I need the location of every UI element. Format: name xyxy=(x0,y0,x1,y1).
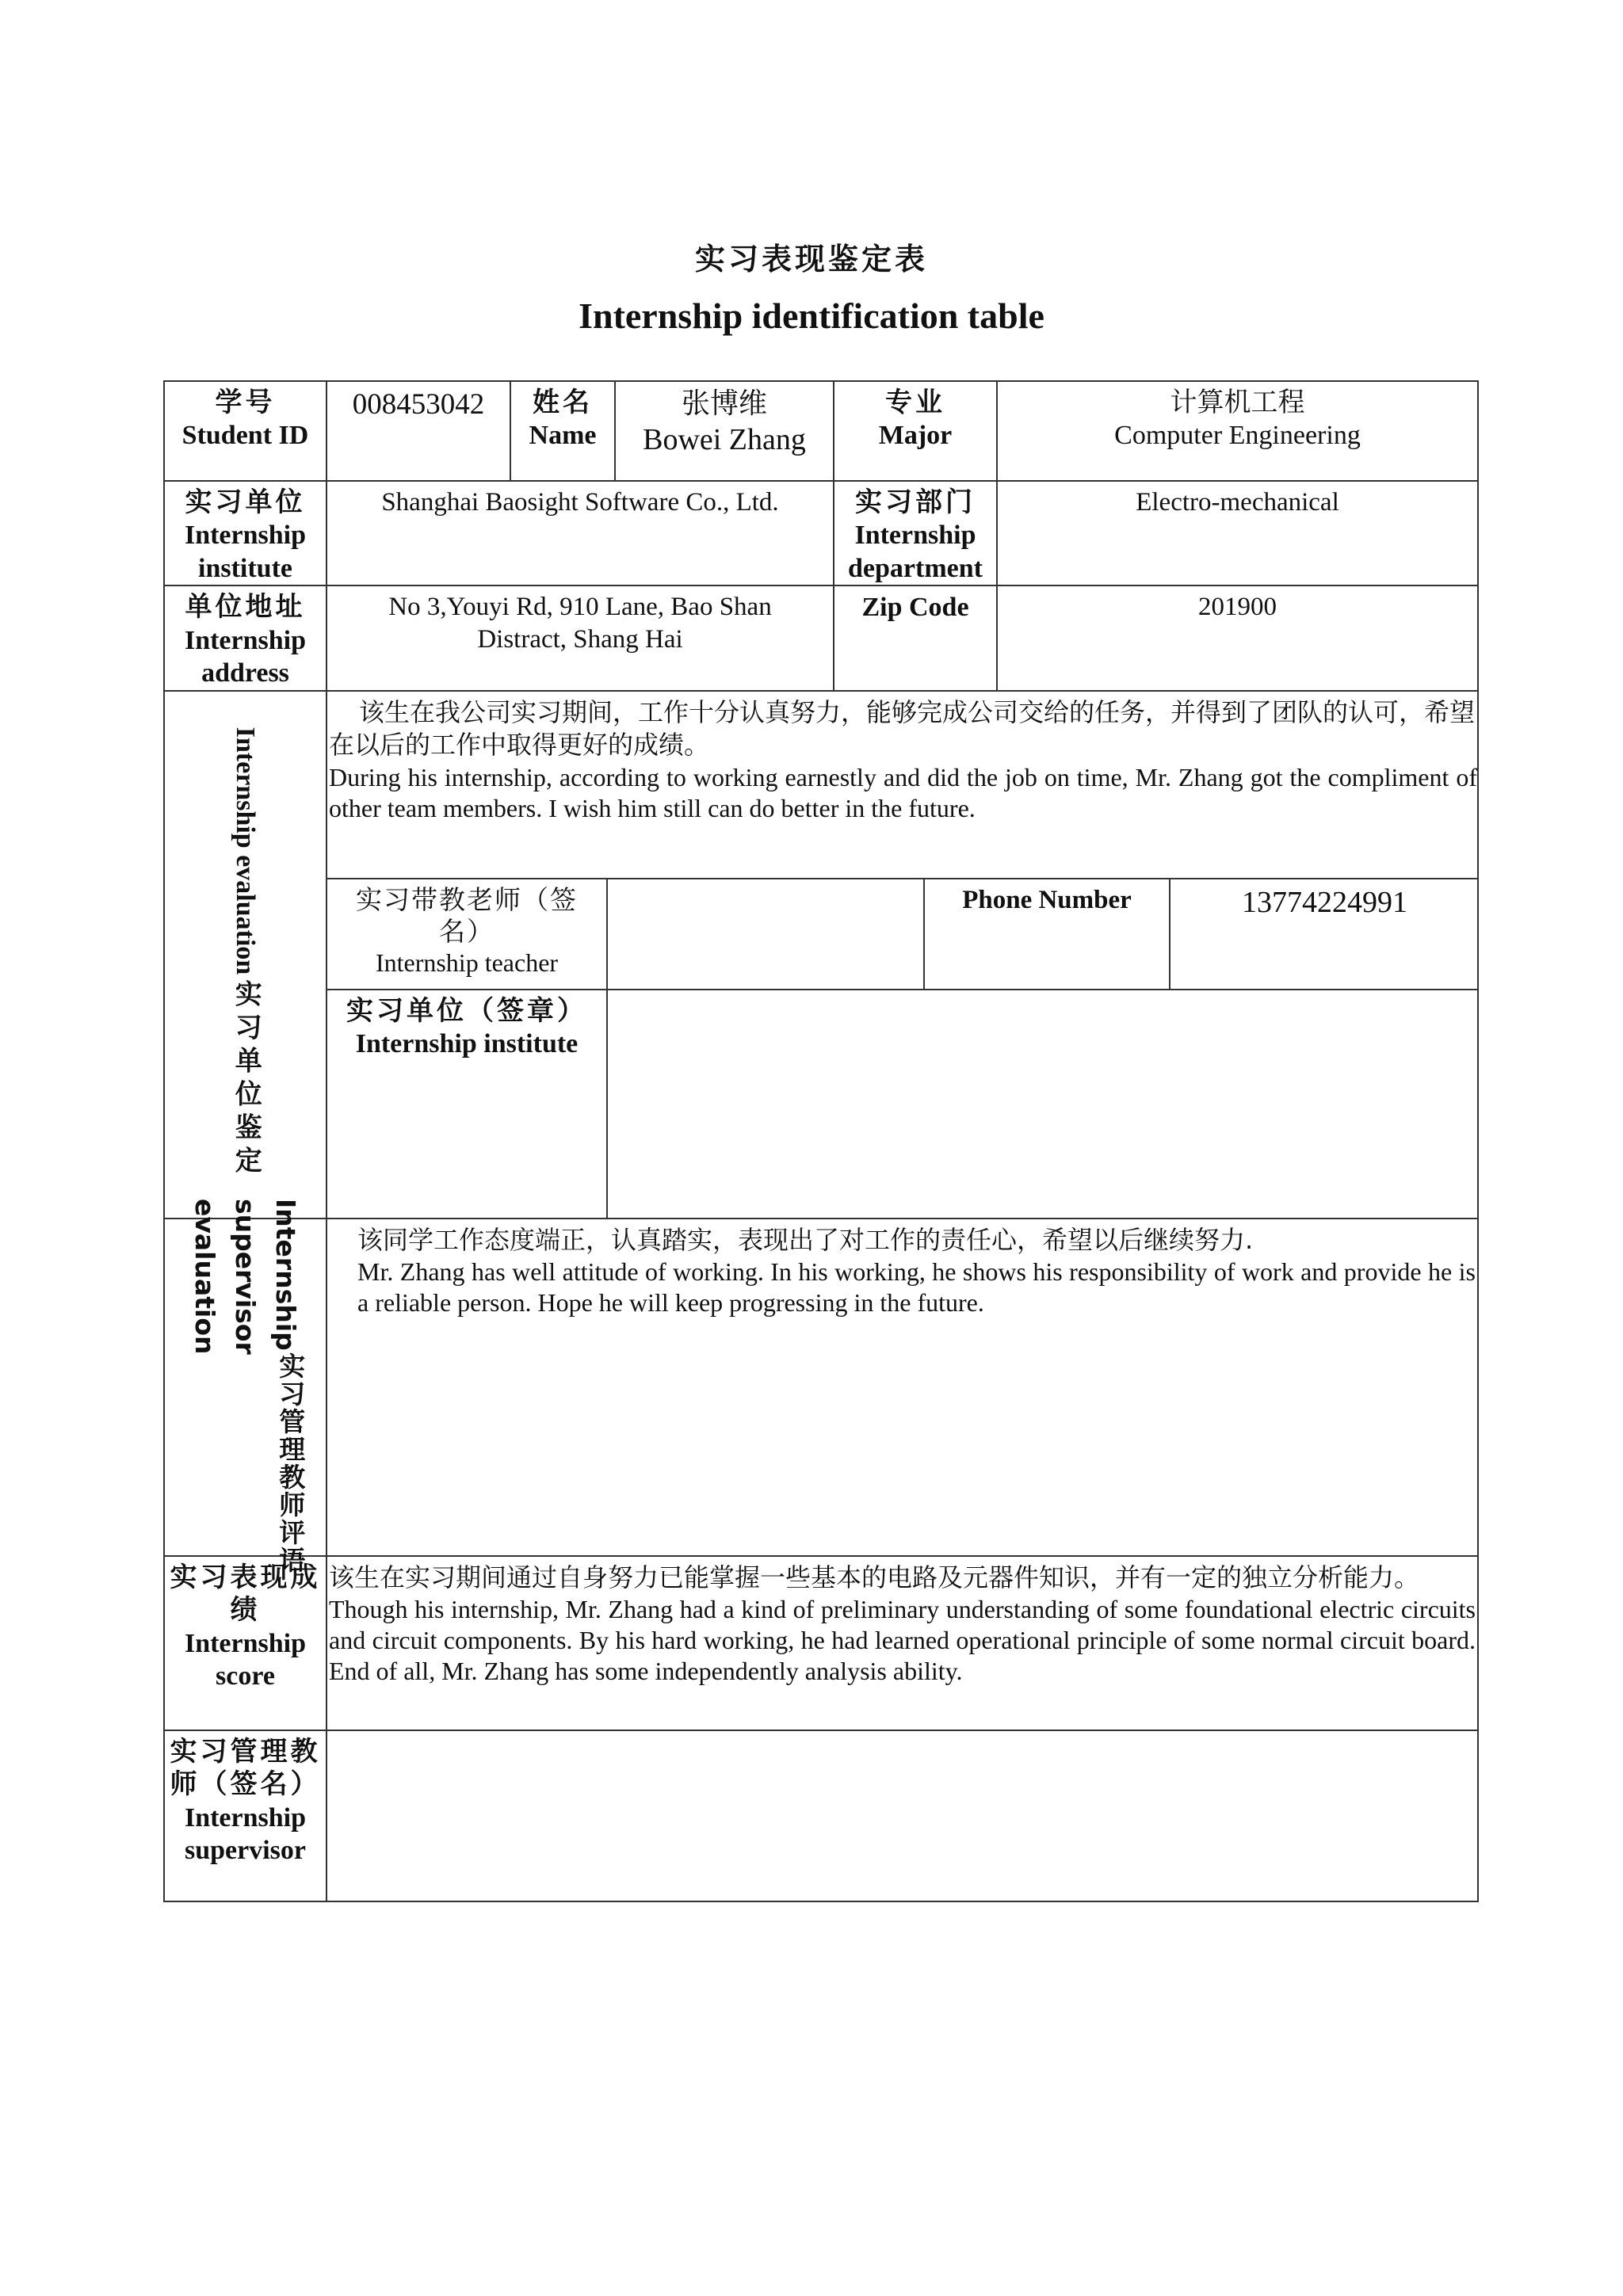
major-value: 计算机工程 Computer Engineering xyxy=(997,381,1478,481)
teacher-signature xyxy=(607,879,924,990)
major-label: 专业 Major xyxy=(834,381,997,481)
row-institute xyxy=(164,481,1478,585)
score-text: 该生在实习期间通过自身努力已能掌握一些基本的电路及元器件知识，并有一定的独立分析能力。 Though his internship, Mr. Zhang had a kind of preliminary understanding of some foundational electric circuits and circuit components. By his hard working, he had learned operational principle of some normal circuit board. End of all, Mr. Zhang has some independently analysis ability. xyxy=(327,1556,1478,1730)
evaluation-label-cn: 实习单位鉴定 xyxy=(230,979,262,1180)
evaluation-content xyxy=(327,691,1478,1219)
address-label: 单位地址 Internship address xyxy=(164,585,327,690)
evaluation-inner-table xyxy=(327,692,1479,1218)
name-value: 张博维 Bowei Zhang xyxy=(615,381,834,481)
department-label: 实习部门 Internship department xyxy=(834,481,997,585)
row-supervisor-eval xyxy=(164,1219,1478,1556)
stamp-area xyxy=(607,990,1479,1218)
phone-label: Phone Number xyxy=(924,879,1170,990)
row-evaluation xyxy=(164,691,1478,1219)
row-supervisor-sign xyxy=(164,1730,1478,1901)
institute-label: 实习单位 Internship institute xyxy=(164,481,327,585)
row-student-info xyxy=(164,381,1478,481)
department-value: Electro-mechanical xyxy=(997,481,1478,585)
address-value: No 3,Youyi Rd, 910 Lane, Bao Shan Distract, Shang Hai xyxy=(327,585,834,690)
title-cn: 实习表现鉴定表 xyxy=(694,242,928,277)
student-id-label: 学号 Student ID xyxy=(164,381,327,481)
evaluation-label-en: Internship evaluation xyxy=(231,727,261,975)
identification-table xyxy=(163,380,1479,1902)
supervisor-eval-label-cn: 实习管理教师评语 xyxy=(275,1352,307,1574)
supervisor-eval-label-en: Internship supervisor evaluation xyxy=(189,1198,302,1355)
supervisor-eval-text: 该同学工作态度端正，认真踏实，表现出了对工作的责任心，希望以后继续努力. Mr. Zhang has well attitude of working. In his working, he shows his responsibility of work and provide he is a reliable person. Hope he will keep progressing in the future. xyxy=(327,1219,1478,1556)
title-en: Internship identification table xyxy=(579,296,1044,336)
phone-value: 13774224991 xyxy=(1170,879,1479,990)
supervisor-eval-label xyxy=(164,1198,327,1574)
row-score xyxy=(164,1556,1478,1730)
supervisor-sign-label: 实习管理教师（签名） Internship supervisor xyxy=(164,1730,327,1901)
zip-value: 201900 xyxy=(997,585,1478,690)
student-id-value: 008453042 xyxy=(327,381,510,481)
score-label: 实习表现成绩 Internship score xyxy=(164,1556,327,1730)
row-address xyxy=(164,585,1478,690)
zip-label: Zip Code xyxy=(834,585,997,690)
supervisor-signature-area xyxy=(327,1730,1478,1901)
institute-value: Shanghai Baosight Software Co., Ltd. xyxy=(327,481,834,585)
name-label: 姓名 Name xyxy=(510,381,615,481)
evaluation-label xyxy=(164,691,327,1219)
evaluation-text: 该生在我公司实习期间，工作十分认真努力，能够完成公司交给的任务，并得到了团队的认可，希望在以后的工作中取得更好的成绩。 During his internship, according to working earnestly and did the job on time, Mr. Zhang got the compliment of other team members. I wish him still can do better in the future. xyxy=(327,692,1479,879)
teacher-label: 实习带教老师（签名） Internship teacher xyxy=(327,879,607,990)
stamp-label: 实习单位（签章） Internship institute xyxy=(327,990,607,1218)
